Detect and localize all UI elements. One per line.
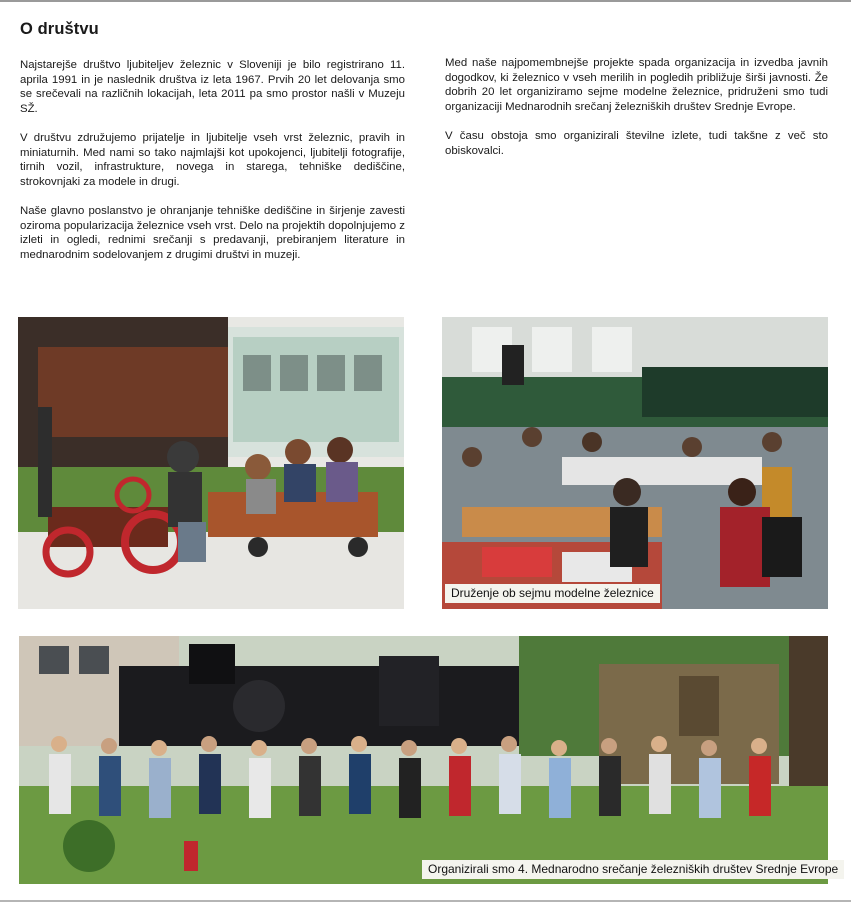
right-text-column bbox=[445, 56, 828, 173]
bottom-rule bbox=[0, 900, 851, 902]
intro-paragraph-history: Najstarejše društvo ljubiteljev železnic v Sloveniji je bilo registrirano 11. aprila 1991 in je naslednik društva iz leta 1967. Prvih 20 let delovanja smo se srečevali na različnih lokacijah, leta 2011 pa smo prostor našli v Muzeju SŽ. bbox=[20, 59, 405, 115]
photo-miniature-steam-ride bbox=[18, 317, 404, 609]
photo-model-railway-fair bbox=[442, 317, 828, 609]
excursions-paragraph: V času obstoja smo organizirali številne izlete, tudi takšne z več sto obiskovalci. bbox=[445, 129, 828, 157]
intro-paragraph-mission: Naše glavno poslanstvo je ohranjanje tehniške dediščine in širjenje zavesti oziroma popularizacija železnice vseh vrst. Delo na projektih dopolnjujemo z izleti in ogledi, rednimi srečanji s predavanji, prebiranjem literature in mednarodnim sodelovanjem z drugimi društvi in muzeji. bbox=[20, 204, 405, 261]
fair-photo-caption: Druženje ob sejmu modelne železnice bbox=[445, 584, 660, 603]
intro-paragraph-members: V društvu združujemo prijatelje in ljubitelje vseh vrst železnic, pravih in miniaturnih. Med nami so tako najmlajši kot upokojenci, ljubitelji fotografije, tirnih vozil, infrastrukture, novega in starega, tehniške dediščine, strokovnjaki za modele in drugi. bbox=[20, 131, 405, 188]
left-text-column bbox=[20, 58, 405, 277]
page-title: O društvu bbox=[20, 20, 99, 38]
projects-paragraph: Med naše najpomembnejše projekte spada organizacija in izvedba javnih dogodkov, ki železnico v vseh merilih in pogledih približuje širši javnosti. Že dobrih 20 let organiziramo sejme modelne železnice, pridruženi smo tudi organizaciji Mednarodnih srečanj železniških društev Srednje Evrope. bbox=[445, 57, 828, 113]
top-rule bbox=[0, 0, 851, 2]
photo-group-meeting-image bbox=[19, 636, 828, 884]
photo-miniature-steam-ride-image bbox=[18, 317, 404, 609]
photo-group-meeting bbox=[19, 636, 828, 884]
photo-model-railway-fair-image bbox=[442, 317, 828, 609]
group-photo-caption: Organizirali smo 4. Mednarodno srečanje železniških društev Srednje Evrope bbox=[422, 860, 844, 879]
